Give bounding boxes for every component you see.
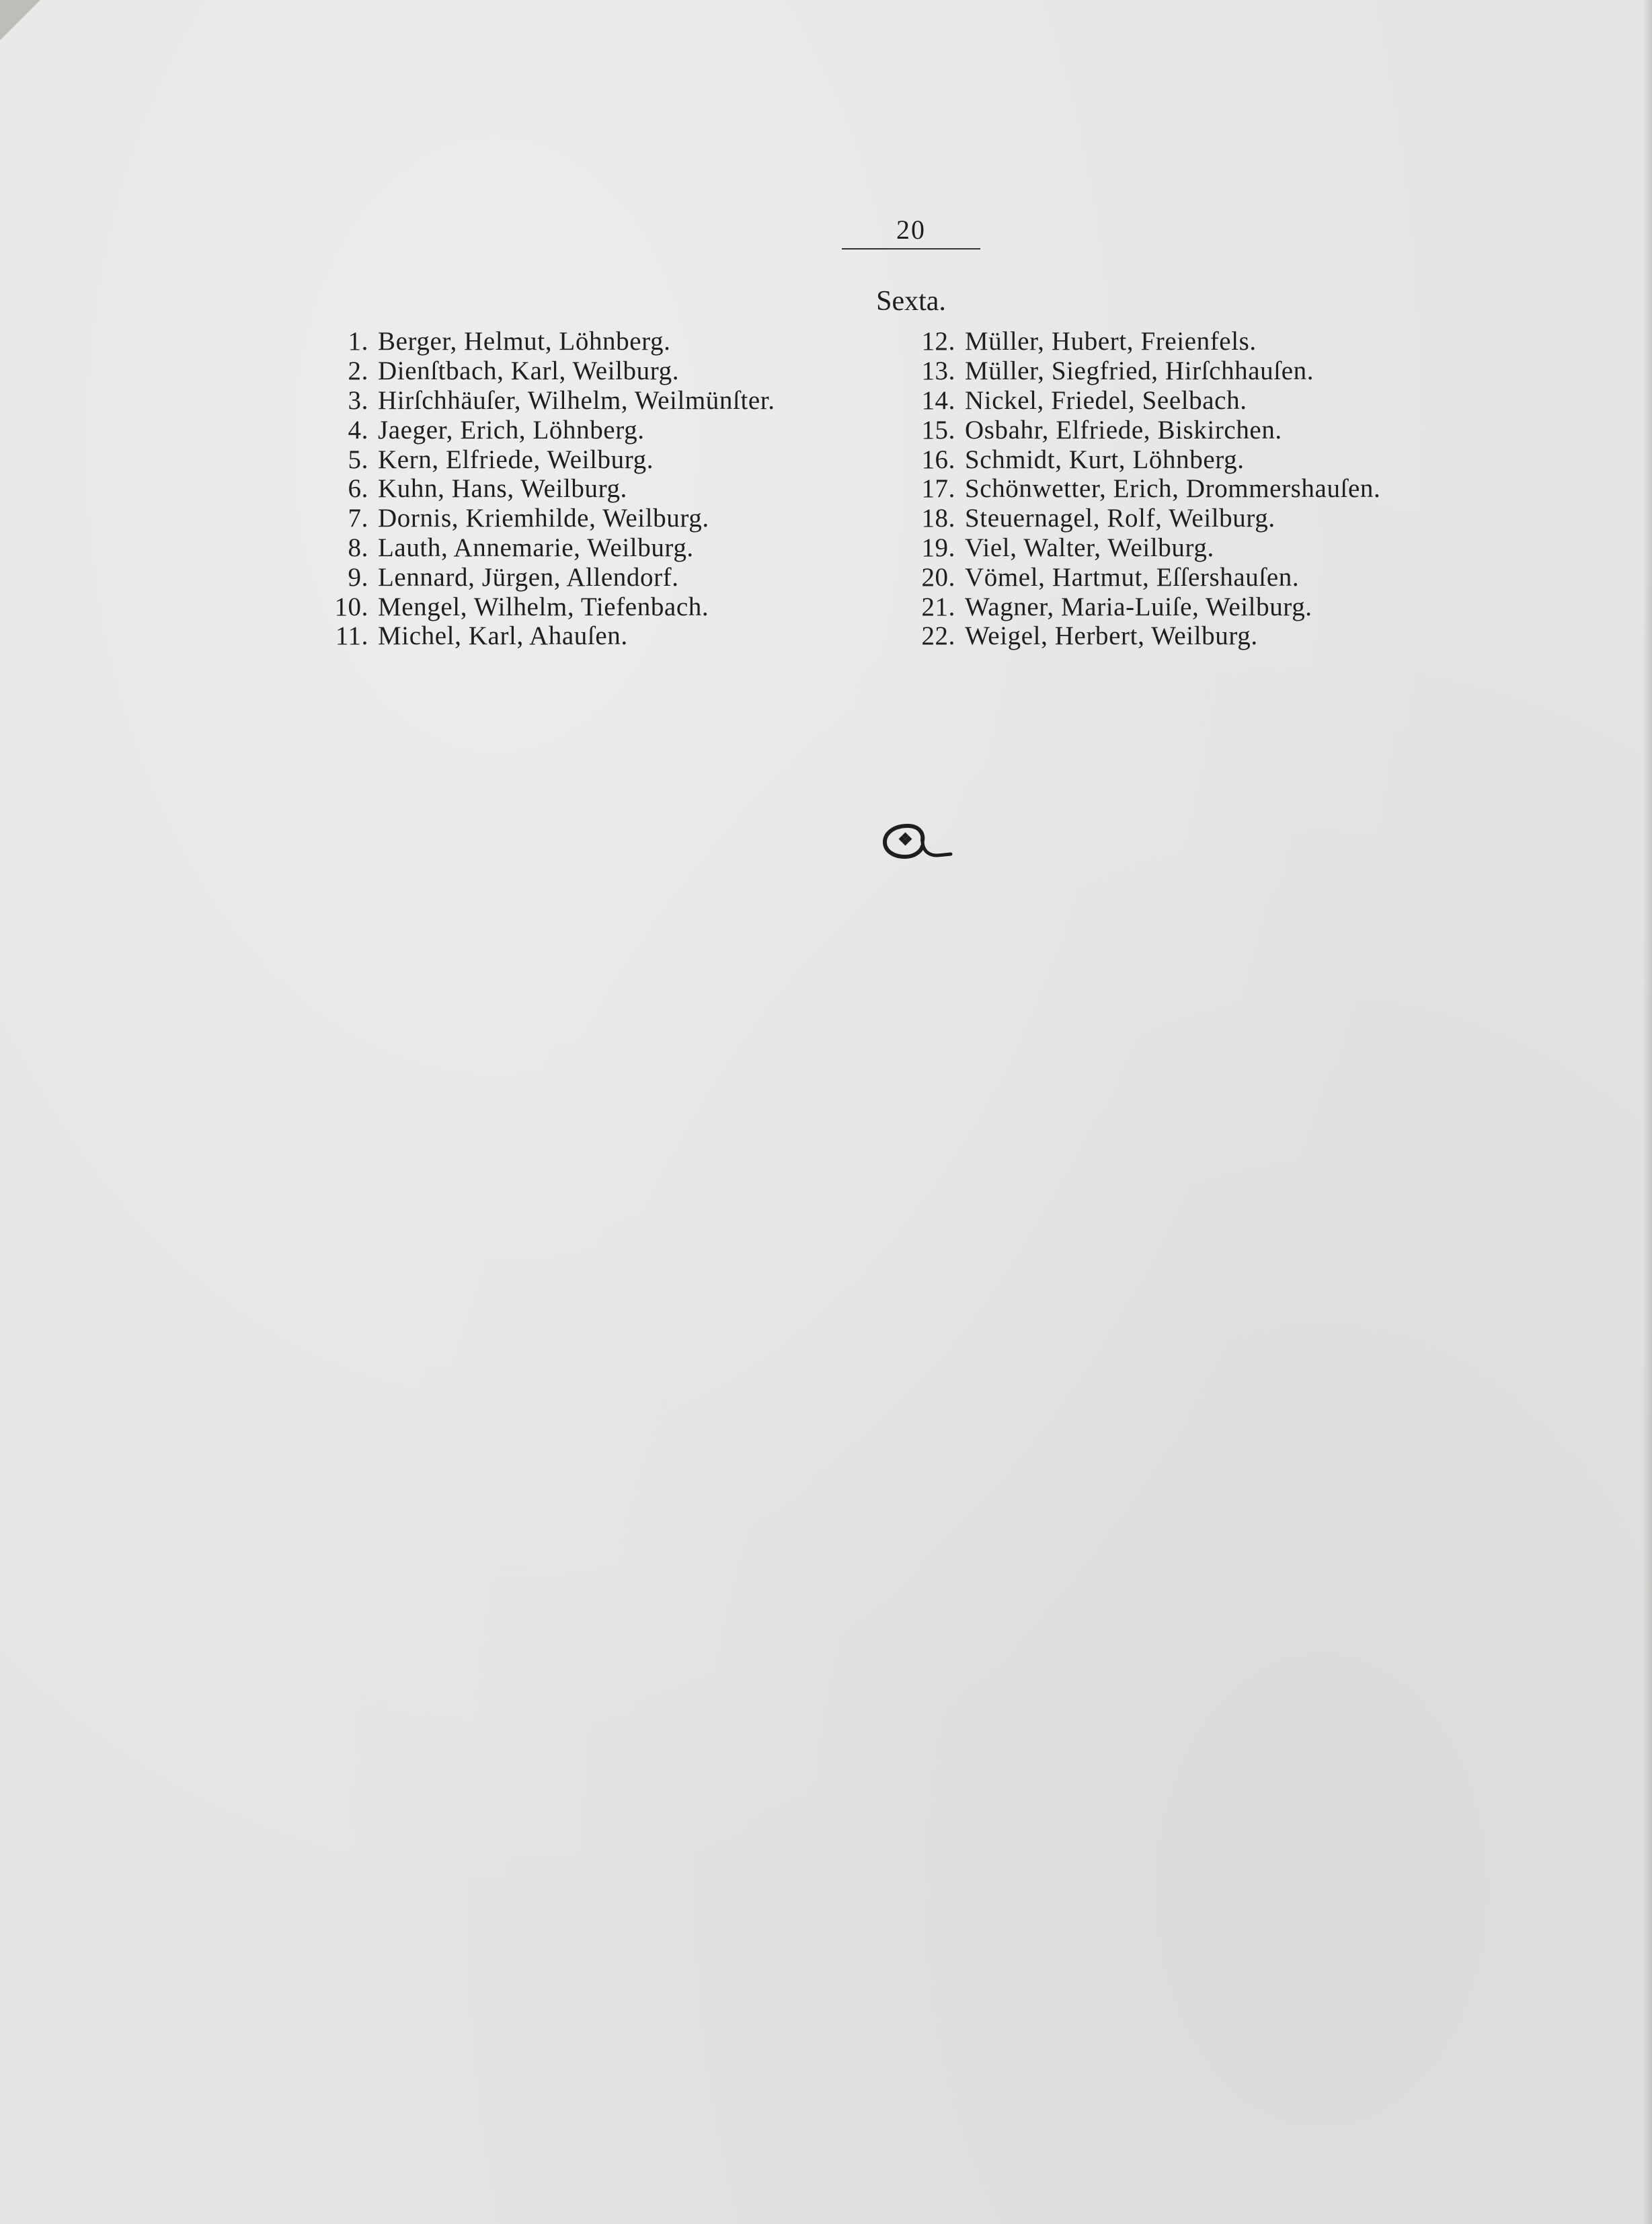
list-item [904,356,1380,386]
list-item [323,504,775,533]
list-item [904,592,1380,621]
list-item-text: Müller, Siegfried, Hirſchhauſen. [965,356,1314,386]
list-item-text: Viel, Walter, Weilburg. [965,533,1214,562]
list-item-number: 10. [334,592,368,621]
list-item [323,621,775,651]
list-item-number: 4. [348,415,368,445]
list-item [904,474,1380,504]
list-item-number: 21. [921,592,955,621]
list-item-number: 1. [348,327,368,356]
list-item-number: 19. [921,533,955,562]
list-item [323,533,775,563]
list-item-text: Dornis, Kriemhilde, Weilburg. [378,504,709,533]
list-item-number: 11. [335,621,368,651]
page-edge-shadow [1643,0,1652,2224]
list-item [904,621,1380,651]
list-item-number: 5. [348,445,368,474]
list-item [323,386,775,416]
page-corner-fold [0,0,40,40]
list-item-text: Vömel, Hartmut, Eſſershauſen. [965,562,1300,592]
list-item [323,562,775,592]
list-item-text: Kern, Elfriede, Weilburg. [378,445,654,474]
list-item-number: 17. [921,474,955,504]
list-item [904,386,1380,416]
list-item [904,533,1380,563]
list-item-number: 22. [921,621,955,651]
list-item-text: Müller, Hubert, Freienfels. [965,327,1257,356]
list-item-text: Schmidt, Kurt, Löhnberg. [965,445,1245,474]
list-item-text: Jaeger, Erich, Löhnberg. [378,415,645,445]
list-item [323,356,775,386]
list-item [904,415,1380,445]
list-item [323,474,775,504]
list-item-text: Kuhn, Hans, Weilburg. [378,474,627,504]
list-item-number: 7. [348,504,368,533]
list-item-text: Weigel, Herbert, Weilburg. [965,621,1258,651]
list-item-number: 12. [921,327,955,356]
list-item-text: Osbahr, Elfriede, Biskirchen. [965,415,1282,445]
list-item-text: Wagner, Maria-Luiſe, Weilburg. [965,592,1312,621]
student-list-left [323,327,775,651]
list-item [323,445,775,474]
list-item [904,562,1380,592]
student-list-right [904,327,1380,651]
list-item-text: Michel, Karl, Ahauſen. [378,621,628,651]
list-item-number: 8. [348,533,368,562]
list-item [904,445,1380,474]
list-item-number: 2. [348,356,368,386]
list-item-number: 9. [348,562,368,592]
page-number: 20 [896,215,926,245]
list-item [904,327,1380,356]
list-item-text: Lauth, Annemarie, Weilburg. [378,533,694,562]
list-item-text: Lennard, Jürgen, Allendorf. [378,562,679,592]
list-item-number: 14. [921,386,955,415]
list-item-number: 13. [921,356,955,386]
list-item-text: Mengel, Wilhelm, Tiefenbach. [378,592,709,621]
list-item [323,592,775,621]
list-item-number: 6. [348,474,368,504]
list-item-text: Nickel, Friedel, Seelbach. [965,386,1247,415]
list-item-text: Steuernagel, Rolf, Weilburg. [965,504,1275,533]
fleuron-icon [881,820,955,861]
list-item-number: 15. [921,415,955,445]
page-number-rule [842,248,980,250]
list-item-text: Hirſchhäuſer, Wilhelm, Weilmünſter. [378,386,775,415]
list-item-number: 20. [921,562,955,592]
list-item [323,415,775,445]
list-item-number: 3. [348,386,368,415]
section-title: Sexta. [876,286,946,317]
list-item-text: Dienſtbach, Karl, Weilburg. [378,356,680,386]
list-item [323,327,775,356]
list-item-text: Berger, Helmut, Löhnberg. [378,327,671,356]
list-item-number: 18. [921,504,955,533]
list-item-text: Schönwetter, Erich, Drommershauſen. [965,474,1381,504]
list-item-number: 16. [921,445,955,474]
list-item [904,504,1380,533]
